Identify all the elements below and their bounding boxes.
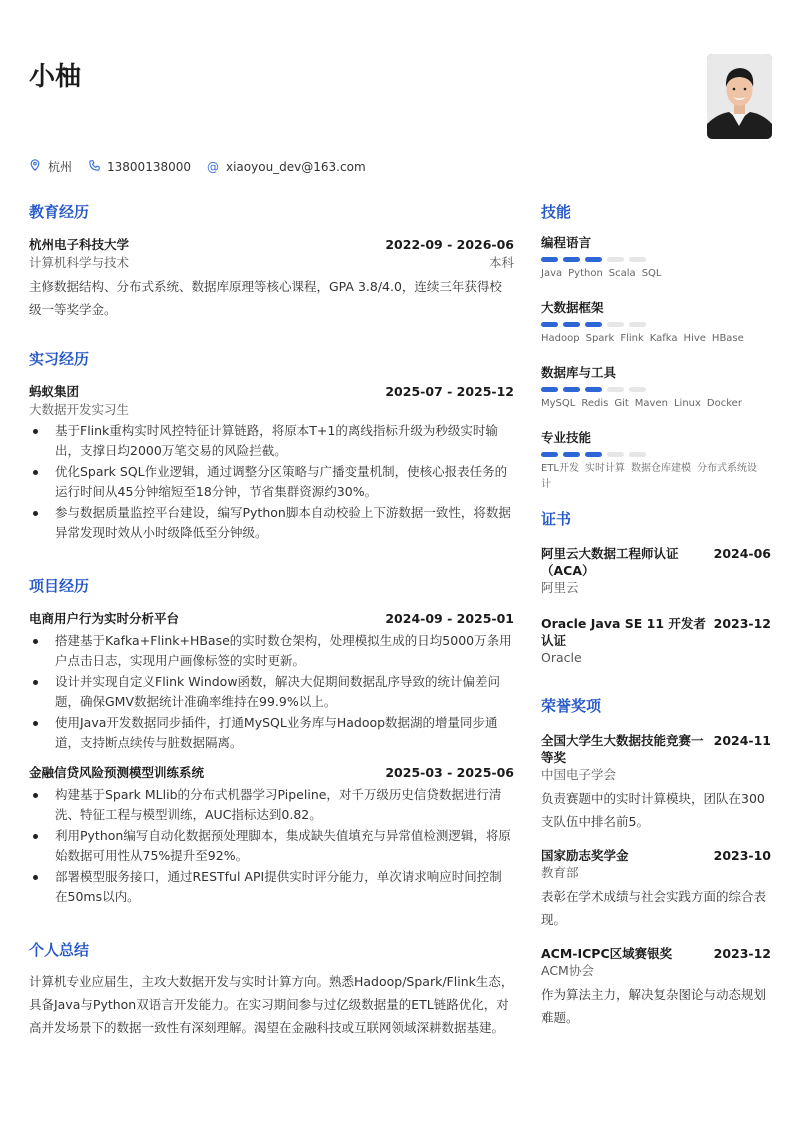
level-dot-filled xyxy=(585,452,602,457)
skill-tags xyxy=(541,266,771,282)
honor-name: ACM-ICPC区域赛银奖 xyxy=(541,946,673,961)
education-description: 主修数据结构、分布式系统、数据库原理等核心课程，GPA 3.8/4.0，连续三年获得校级一等奖学金。 xyxy=(29,279,502,317)
cert-name: Oracle Java SE 11 开发者认证 xyxy=(541,616,706,648)
at-sign-icon: @ xyxy=(207,159,219,174)
section-title-honors: 荣誉奖项 xyxy=(541,697,602,715)
level-dot-filled xyxy=(541,257,558,262)
skill-group xyxy=(541,429,771,490)
cert-header xyxy=(541,615,771,649)
skills-section xyxy=(541,200,771,490)
degree: 本科 xyxy=(488,255,514,270)
honor-org: ACM协会 xyxy=(541,963,594,978)
project-bullets xyxy=(29,785,514,907)
skill-name: 专业技能 xyxy=(541,430,592,445)
list-item: 使用Java开发数据同步插件，打通MySQL业务库与Hadoop数据湖的增量同步通道，支持断点续传与脏数据隔离。 xyxy=(29,713,514,753)
skill-name: 编程语言 xyxy=(541,235,592,250)
project-bullets xyxy=(29,631,514,753)
level-dot-empty xyxy=(629,387,646,392)
project-date: 2025-03 - 2025-06 xyxy=(385,765,514,780)
projects-section xyxy=(29,574,514,907)
level-dot-filled xyxy=(563,387,580,392)
honor-header xyxy=(541,847,771,864)
level-dot-filled xyxy=(585,257,602,262)
right-column xyxy=(541,200,771,1029)
skill-tag: Git xyxy=(614,398,629,409)
honor-date: 2023-12 xyxy=(713,946,771,961)
skill-tag: Hadoop xyxy=(541,333,580,344)
left-column xyxy=(29,200,514,1039)
level-dot-empty xyxy=(629,322,646,327)
level-dot-filled xyxy=(563,322,580,327)
honor-item xyxy=(541,732,771,833)
honor-date: 2023-10 xyxy=(713,848,771,863)
internship-role: 大数据开发实习生 xyxy=(29,402,130,417)
level-dot-empty xyxy=(629,257,646,262)
location-text: 杭州 xyxy=(48,160,73,174)
list-item: 设计并实现自定义Flink Window函数，解决大促期间数据乱序导致的统计偏差问题，确保GMV数据统计准确率维持在99.9%以上。 xyxy=(29,672,514,712)
list-item: 优化Spark SQL作业逻辑，通过调整分区策略与广播变量机制，使核心报表任务的运行时间从45分钟缩短至18分钟，节省集群资源约30%。 xyxy=(29,462,514,502)
cert-header xyxy=(541,545,771,579)
level-dot-empty xyxy=(607,257,624,262)
project-date: 2024-09 - 2025-01 xyxy=(385,611,514,626)
phone-text: 13800138000 xyxy=(107,159,191,174)
project-name: 电商用户行为实时分析平台 xyxy=(29,611,180,626)
section-title-skills: 技能 xyxy=(541,203,572,221)
level-dot-filled xyxy=(541,452,558,457)
profile-photo xyxy=(707,54,772,139)
skill-level-bar xyxy=(541,382,771,396)
section-title-internship: 实习经历 xyxy=(29,350,90,368)
level-dot-filled xyxy=(541,322,558,327)
cert-issuer: Oracle xyxy=(541,650,582,665)
project-header xyxy=(29,610,514,628)
skill-tag: Hive xyxy=(683,333,706,344)
honor-name: 国家励志奖学金 xyxy=(541,848,629,863)
skill-tag: Kafka xyxy=(649,333,678,344)
skill-group xyxy=(541,234,771,282)
skill-tags xyxy=(541,396,771,412)
major: 计算机科学与技术 xyxy=(29,255,130,270)
skill-tag: 数据仓库建模 xyxy=(631,463,691,474)
cert-issuer: 阿里云 xyxy=(541,580,579,595)
skill-level-bar xyxy=(541,447,771,461)
email-text: xiaoyou_dev@163.com xyxy=(226,159,366,174)
project-header xyxy=(29,764,514,782)
skill-tag: Scala xyxy=(608,268,636,279)
level-dot-empty xyxy=(607,387,624,392)
list-item: 基于Flink重构实时风控特征计算链路，将原本T+1的离线指标升级为秒级实时输出，支撑日均2000万笔交易的风险拦截。 xyxy=(29,421,514,461)
candidate-name: 小柚 xyxy=(29,62,82,92)
skill-tag: Python xyxy=(568,268,603,279)
skill-tag: Maven xyxy=(634,398,668,409)
level-dot-empty xyxy=(607,322,624,327)
skill-name: 大数据框架 xyxy=(541,300,604,315)
level-dot-empty xyxy=(629,452,646,457)
cert-name: 阿里云大数据工程师认证（ACA） xyxy=(541,546,679,578)
section-title-summary: 个人总结 xyxy=(29,941,90,959)
honor-description: 表彰在学术成绩与社会实践方面的综合表现。 xyxy=(541,889,767,927)
education-header xyxy=(29,236,514,254)
company-name: 蚂蚁集团 xyxy=(29,384,80,399)
skill-tag: Docker xyxy=(706,398,742,409)
project-name: 金融信贷风险预测模型训练系统 xyxy=(29,765,205,780)
section-title-education: 教育经历 xyxy=(29,203,90,221)
skill-tag: Java xyxy=(541,268,563,279)
list-item: 参与数据质量监控平台建设，编写Python脚本自动校验上下游数据一致性，将数据异常发现时效从小时级降低至分钟级。 xyxy=(29,503,514,543)
level-dot-filled xyxy=(541,387,558,392)
cert-date: 2024-06 xyxy=(713,546,771,561)
section-title-certs: 证书 xyxy=(541,510,572,528)
location-pin-icon xyxy=(29,159,41,174)
skill-tag: Linux xyxy=(673,398,701,409)
honor-name: 全国大学生大数据技能竞赛一等奖 xyxy=(541,733,704,765)
skill-tag: Redis xyxy=(581,398,609,409)
honor-item xyxy=(541,945,771,1029)
skill-tag: SQL xyxy=(641,268,662,279)
honor-description: 作为算法主力，解决复杂图论与动态规划难题。 xyxy=(541,987,767,1025)
level-dot-filled xyxy=(563,452,580,457)
honor-date: 2024-11 xyxy=(713,733,771,748)
honors-section xyxy=(541,694,771,1029)
level-dot-filled xyxy=(585,387,602,392)
list-item: 构建基于Spark MLlib的分布式机器学习Pipeline，对千万级历史信贷数据进行清洗、特征工程与模型训练，AUC指标达到0.82。 xyxy=(29,785,514,825)
internship-date: 2025-07 - 2025-12 xyxy=(385,384,514,399)
skill-group xyxy=(541,364,771,412)
education-subheader xyxy=(29,254,514,271)
skill-tag: Flink xyxy=(620,333,644,344)
list-item: 部署模型服务接口，通过RESTful API提供实时评分能力，单次请求响应时间控制在50ms以内。 xyxy=(29,867,514,907)
contact-bar xyxy=(29,158,382,175)
honor-org: 中国电子学会 xyxy=(541,767,617,782)
honor-item xyxy=(541,847,771,931)
level-dot-empty xyxy=(607,452,624,457)
honor-header xyxy=(541,732,771,766)
skill-tag: MySQL xyxy=(541,398,576,409)
skill-tags xyxy=(541,331,771,347)
honor-header xyxy=(541,945,771,962)
internship-role-row xyxy=(29,401,514,418)
honor-description: 负责赛题中的实时计算模块，团队在300支队伍中排名前5。 xyxy=(541,791,765,829)
skill-group xyxy=(541,299,771,347)
phone-icon xyxy=(88,160,100,174)
skill-level-bar xyxy=(541,317,771,331)
summary-text: 计算机专业应届生，主攻大数据开发与实时计算方向。熟悉Hadoop/Spark/Flink生态，具备Java与Python双语言开发能力。在实习期间参与过亿级数据量的ETL链路优化，对高并发场景下的数据一致性有深刻理解。渴望在金融科技或互联网领域深耕数据基建。 xyxy=(29,974,514,1035)
skill-tag: Spark xyxy=(585,333,615,344)
contact-location xyxy=(29,158,72,175)
contact-email[interactable] xyxy=(207,160,366,174)
skill-level-bar xyxy=(541,252,771,266)
list-item: 利用Python编写自动化数据预处理脚本，集成缺失值填充与异常值检测逻辑，将原始数据可用性从75%提升至92%。 xyxy=(29,826,514,866)
skill-tag: 实时计算 xyxy=(585,463,625,474)
cert-date: 2023-12 xyxy=(713,616,771,631)
internship-section xyxy=(29,347,514,543)
skill-name: 数据库与工具 xyxy=(541,365,617,380)
skill-tag: ETL开发 xyxy=(541,463,579,474)
education-date: 2022-09 - 2026-06 xyxy=(385,237,514,252)
school-name: 杭州电子科技大学 xyxy=(29,237,130,252)
level-dot-filled xyxy=(563,257,580,262)
contact-phone[interactable] xyxy=(88,160,191,174)
summary-section xyxy=(29,938,514,1039)
skill-tag: HBase xyxy=(711,333,744,344)
internship-bullets xyxy=(29,421,514,543)
skill-tag: 分布式系统设计 xyxy=(541,463,757,490)
honor-org: 教育部 xyxy=(541,865,579,880)
level-dot-filled xyxy=(585,322,602,327)
section-title-projects: 项目经历 xyxy=(29,577,90,595)
skill-tags xyxy=(541,461,771,490)
certs-section xyxy=(541,507,771,666)
education-section xyxy=(29,200,514,321)
internship-header xyxy=(29,383,514,401)
list-item: 搭建基于Kafka+Flink+HBase的实时数仓架构，处理模拟生成的日均5000万条用户点击日志，实现用户画像标签的实时更新。 xyxy=(29,631,514,671)
